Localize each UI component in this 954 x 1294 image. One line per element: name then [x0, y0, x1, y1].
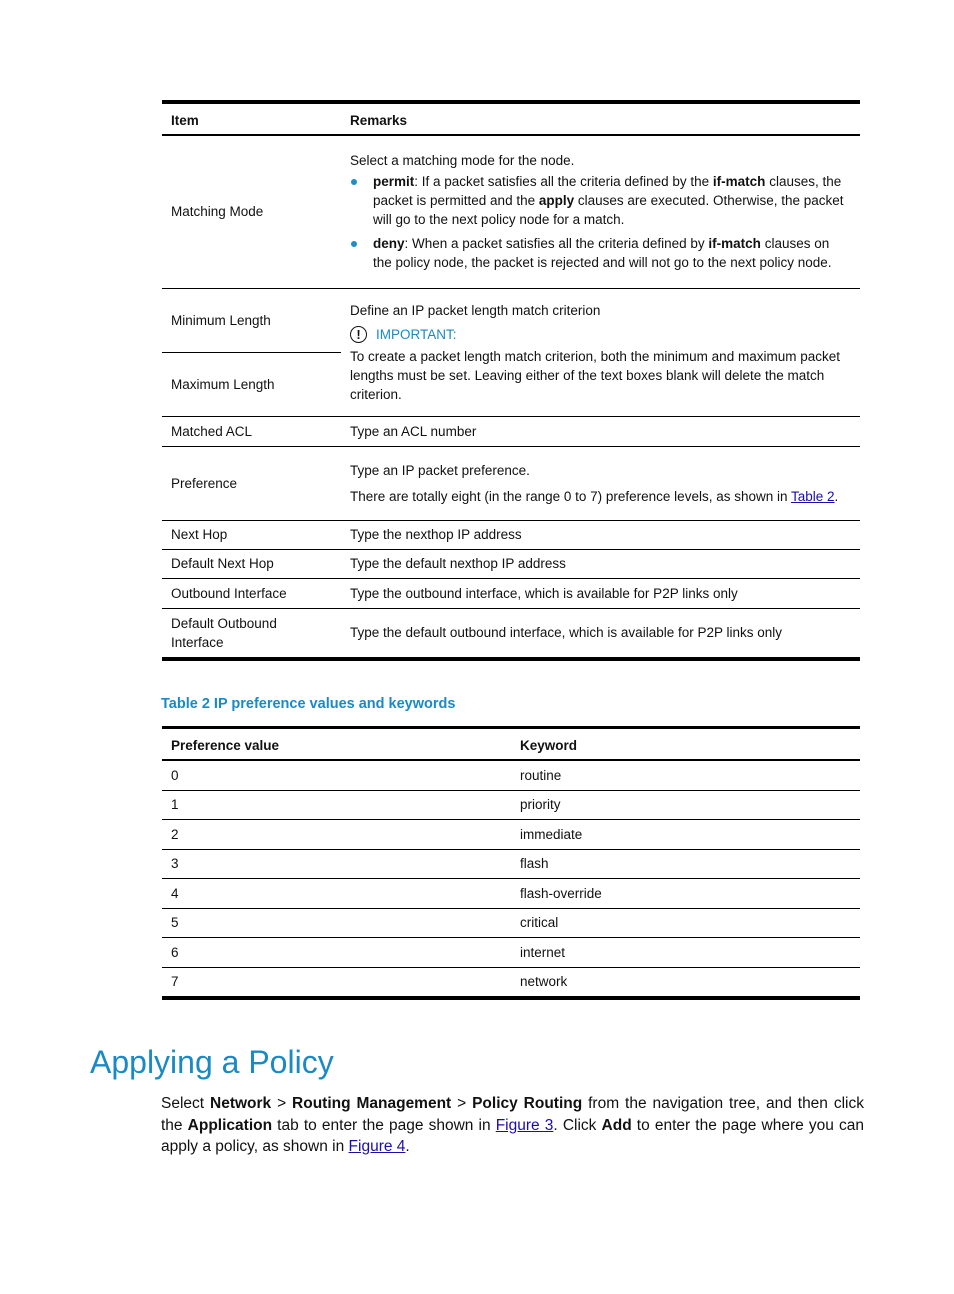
- remark-outbound-interface: Type the outbound interface, which is available for P2P links only: [341, 578, 860, 608]
- table-row: [162, 967, 860, 998]
- matching-intro: Select a matching mode for the node.: [350, 153, 575, 169]
- para-sep: >: [271, 1095, 293, 1112]
- pref-keyword: internet: [511, 938, 860, 968]
- preference-line-1: Type an IP packet preference.: [350, 462, 530, 478]
- item-max-length: Maximum Length: [162, 352, 341, 416]
- table-row: [162, 908, 860, 938]
- length-note: To create a packet length match criterion, both the minimum and maximum packet lengths must be set. Leaving either of the text boxes blank will delete the match criterion.: [350, 348, 840, 402]
- para-text: .: [405, 1138, 410, 1155]
- remark-matched-acl: Type an ACL number: [341, 416, 860, 446]
- matching-mode-list: [350, 172, 851, 272]
- pref-value: 6: [162, 938, 511, 968]
- pref-keyword: flash-override: [511, 879, 860, 909]
- preference-table: [162, 726, 860, 1000]
- table-row-matched-acl: [162, 416, 860, 446]
- remark-preference: [341, 446, 860, 520]
- table-row-min-length: [162, 288, 860, 352]
- preference-text: There are totally eight (in the range 0 to 7) preference levels, as shown in: [350, 488, 791, 504]
- preference-end: .: [834, 488, 839, 504]
- item-outbound-interface: Outbound Interface: [162, 578, 341, 608]
- para-sep: >: [451, 1095, 473, 1112]
- table-row: [162, 938, 860, 968]
- pref-keyword: priority: [511, 790, 860, 820]
- table-header-row: [162, 102, 860, 135]
- table-row: [162, 820, 860, 850]
- pref-value: 4: [162, 879, 511, 909]
- para-text: Select: [161, 1095, 210, 1112]
- permit-text-3: clauses are executed. Otherwise, the packet will go to the next policy node for a match.: [373, 193, 844, 228]
- pref-keyword: critical: [511, 908, 860, 938]
- remark-default-outbound-interface: Type the default outbound interface, which is available for P2P links only: [341, 608, 860, 659]
- table-row: [162, 790, 860, 820]
- item-next-hop: Next Hop: [162, 520, 341, 549]
- pref-keyword: network: [511, 967, 860, 998]
- pref-keyword: routine: [511, 760, 860, 790]
- header-item: Item: [162, 102, 341, 135]
- keyword-if-match: if-match: [712, 174, 766, 190]
- important-notice: [350, 325, 851, 344]
- pref-value: 0: [162, 760, 511, 790]
- header-keyword: Keyword: [511, 728, 860, 761]
- keyword-deny: deny: [373, 236, 405, 252]
- permit-text-1: : If a packet satisfies all the criteria defined by the: [414, 174, 713, 190]
- para-text: from the navigation tree, and then click the: [161, 1095, 864, 1134]
- para-text: to enter the page where you can apply a policy, as shown in: [161, 1116, 864, 1155]
- item-min-length: Minimum Length: [162, 288, 341, 352]
- kw-routing-management: Routing Management: [292, 1095, 452, 1112]
- pref-value: 5: [162, 908, 511, 938]
- header-remarks: Remarks: [341, 102, 860, 135]
- kw-application: Application: [187, 1116, 273, 1134]
- table-row: [162, 608, 860, 659]
- length-define: Define an IP packet length match criterion: [350, 302, 601, 318]
- list-item-deny: [373, 234, 851, 272]
- table-row-preference: [162, 446, 860, 520]
- pref-value: 2: [162, 820, 511, 850]
- remark-default-next-hop: Type the default nexthop IP address: [341, 549, 860, 578]
- table-row: [162, 849, 860, 879]
- figure-3-link[interactable]: Figure 3: [495, 1116, 554, 1134]
- exclamation-icon: !: [350, 326, 367, 343]
- deny-text-2: clauses on the policy node, the packet is rejected and will not go to the next policy node.: [373, 236, 832, 271]
- pref-keyword: flash: [511, 849, 860, 879]
- item-default-outbound-interface: Default Outbound Interface: [162, 608, 341, 659]
- permit-text-2: clauses, the packet is permitted and the: [373, 174, 842, 209]
- pref-keyword: immediate: [511, 820, 860, 850]
- section-title: Applying a Policy: [90, 1044, 334, 1080]
- section-paragraph: [161, 1093, 864, 1158]
- table-2-caption: Table 2 IP preference values and keywords: [161, 696, 456, 712]
- keyword-permit: permit: [373, 174, 415, 190]
- kw-network: Network: [210, 1095, 272, 1112]
- table-row: [162, 578, 860, 608]
- table-row: [162, 760, 860, 790]
- pref-value: 7: [162, 967, 511, 998]
- table-header-row: [162, 728, 860, 761]
- important-label: IMPORTANT:: [376, 326, 457, 342]
- table-row: [162, 549, 860, 578]
- deny-text-1: : When a packet satisfies all the criteria defined by: [404, 236, 709, 252]
- remark-next-hop: Type the nexthop IP address: [341, 520, 860, 549]
- para-text: tab to enter the page shown in: [272, 1116, 496, 1134]
- keyword-apply: apply: [538, 193, 575, 209]
- kw-policy-routing: Policy Routing: [472, 1095, 583, 1112]
- para-text: . Click: [553, 1116, 602, 1134]
- item-default-next-hop: Default Next Hop: [162, 549, 341, 578]
- table-row: [162, 879, 860, 909]
- remark-length: [341, 288, 860, 416]
- header-preference-value: Preference value: [162, 728, 511, 761]
- list-item-permit: [373, 172, 851, 229]
- kw-add: Add: [601, 1116, 632, 1134]
- pref-value: 1: [162, 790, 511, 820]
- pref-value: 3: [162, 849, 511, 879]
- item-preference: Preference: [162, 446, 341, 520]
- item-matching-mode: Matching Mode: [162, 135, 341, 288]
- keyword-if-match-2: if-match: [708, 236, 761, 252]
- table-row: [162, 520, 860, 549]
- item-matched-acl: Matched ACL: [162, 416, 341, 446]
- table-2-link[interactable]: Table 2: [791, 488, 835, 504]
- table-row-matching-mode: [162, 135, 860, 288]
- remark-matching-mode: [341, 135, 860, 288]
- preference-line-2: [350, 487, 851, 506]
- figure-4-link[interactable]: Figure 4: [348, 1138, 406, 1155]
- policy-node-table: [162, 100, 860, 661]
